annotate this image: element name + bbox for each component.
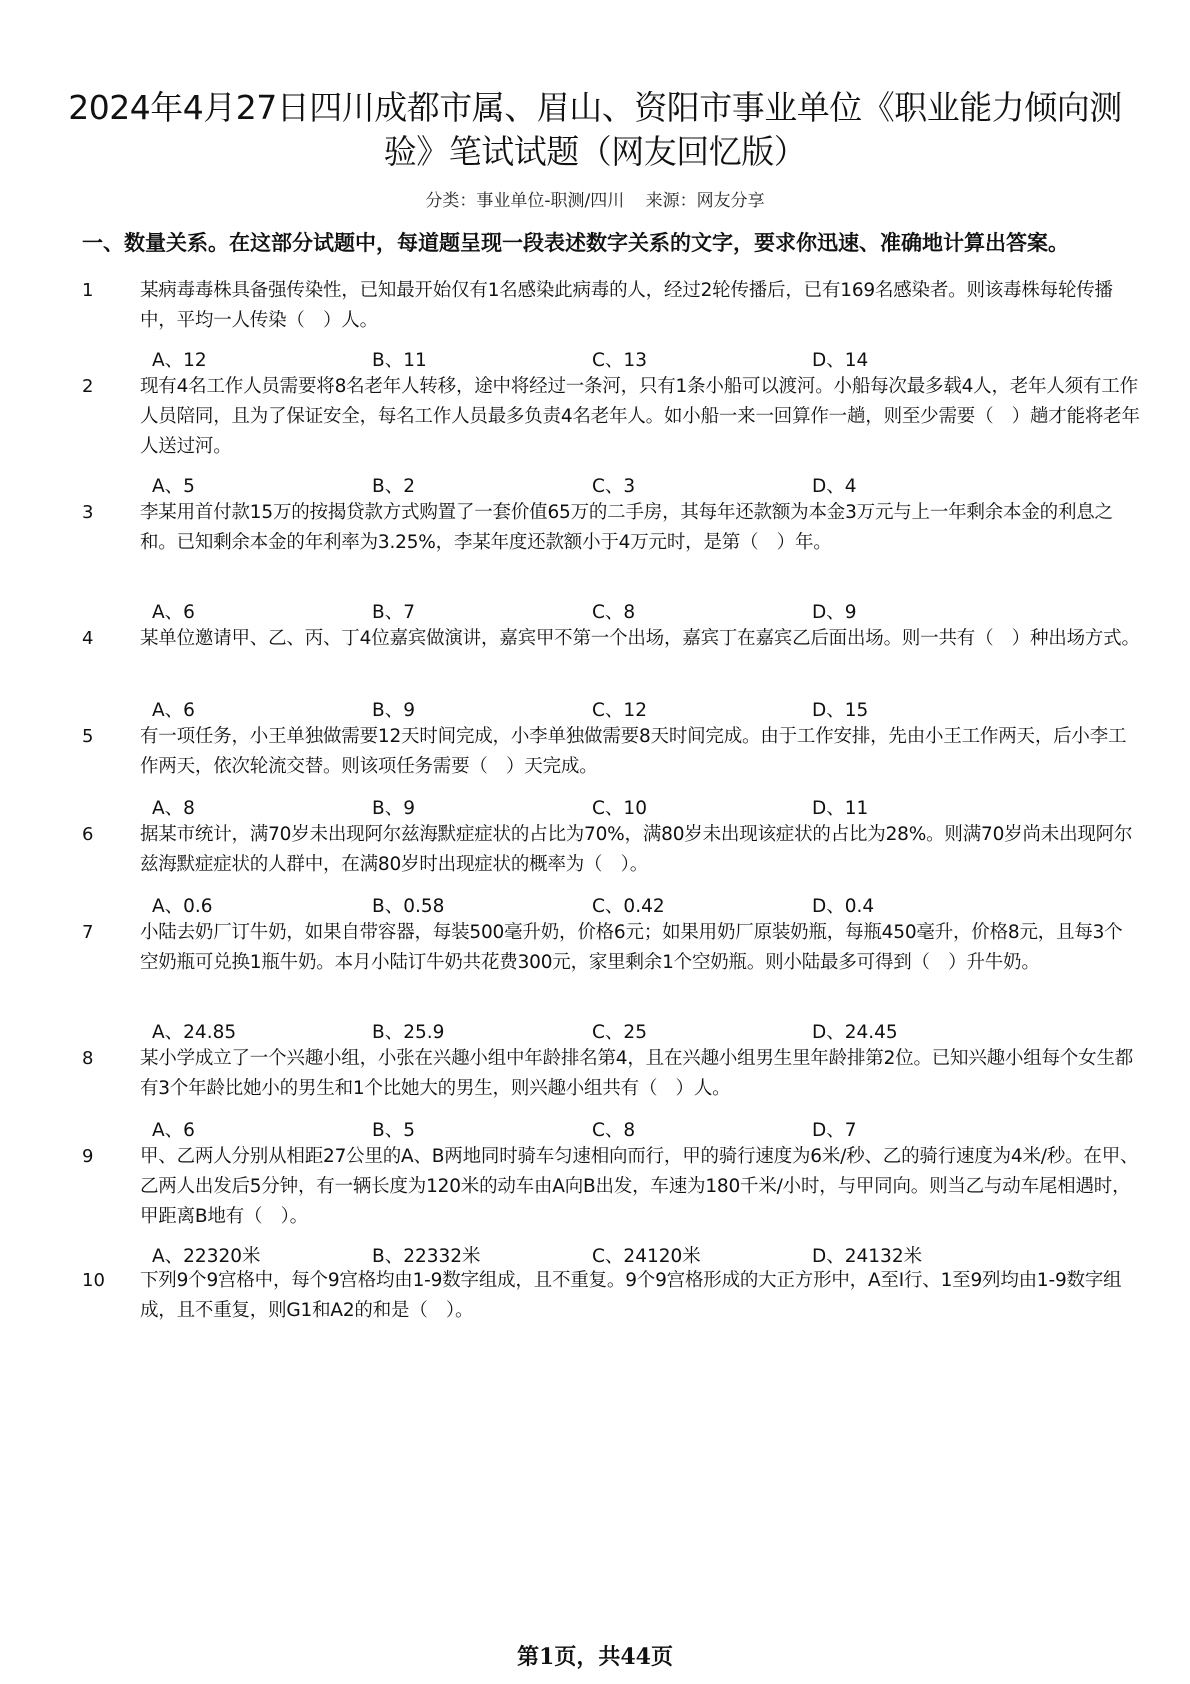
option-d: D、15 — [812, 700, 869, 721]
option-a: A、6 — [152, 700, 195, 721]
document-meta — [0, 186, 1190, 211]
category-label: 分类：事业单位-职测/四川 — [425, 191, 625, 211]
question-stem: 某病毒毒株具备强传染性，已知最开始仅有1名感染此病毒的人，经过2轮传播后，已有169名感染者。则该毒株每轮传播中，平均一人传染（ ）人。 — [140, 280, 1113, 331]
option-b: B、0.58 — [372, 896, 445, 917]
option-d: D、0.4 — [812, 896, 875, 917]
question-stem: 现有4名工作人员需要将8名老年人转移，途中将经过一条河，只有1条小船可以渡河。小船每次最多载4人，老年人须有工作人员陪同，且为了保证安全，每名工作人员最多负责4名老年人。如小船一来一回算作一趟，则至少需要（ ）趟才能将老年人送过河。 — [140, 376, 1140, 457]
question-number: 9 — [82, 1146, 94, 1167]
option-a: A、0.6 — [152, 896, 213, 917]
question-number: 8 — [82, 1048, 94, 1069]
question-number: 7 — [82, 922, 94, 943]
option-c: C、13 — [592, 350, 647, 371]
option-c: C、8 — [592, 602, 636, 623]
question-stem: 某小学成立了一个兴趣小组，小张在兴趣小组中年龄排名第4，且在兴趣小组男生里年龄排第2位。已知兴趣小组每个女生都有3个年龄比她小的男生和1个比她大的男生，则兴趣小组共有（ ）人。 — [140, 1048, 1134, 1099]
question-number: 3 — [82, 502, 94, 523]
option-b: B、9 — [372, 798, 415, 819]
question-stem: 下列9个9宫格中，每个9宫格均由1-9数字组成，且不重复。9个9宫格形成的大正方形中，A至I行、1至9列均由1-9数字组成，且不重复，则G1和A2的和是（ ）。 — [140, 1270, 1122, 1321]
option-b: B、5 — [372, 1120, 415, 1141]
option-d: D、4 — [812, 476, 857, 497]
option-a: A、8 — [152, 798, 195, 819]
question-stem: 某单位邀请甲、乙、丙、丁4位嘉宾做演讲，嘉宾甲不第一个出场，嘉宾丁在嘉宾乙后面出场。则一共有（ ）种出场方式。 — [140, 628, 1140, 649]
question-number: 4 — [82, 628, 94, 649]
question-stem: 小陆去奶厂订牛奶，如果自带容器，每装500毫升奶，价格6元；如果用奶厂原装奶瓶，每瓶450毫升，价格8元，且每3个空奶瓶可兑换1瓶牛奶。本月小陆订牛奶共花费300元，家里剩余1个空奶瓶。则小陆最多可得到（ ）升牛奶。 — [140, 922, 1123, 973]
source-label: 来源：网友分享 — [645, 191, 765, 211]
question-number: 5 — [82, 726, 94, 747]
option-c: C、10 — [592, 798, 647, 819]
question-number: 6 — [82, 824, 94, 845]
option-a: A、24.85 — [152, 1022, 237, 1043]
option-b: B、25.9 — [372, 1022, 445, 1043]
page-number: 第1页，共44页 — [517, 1644, 673, 1670]
option-a: A、22320米 — [152, 1246, 261, 1267]
option-d: D、24132米 — [812, 1246, 923, 1267]
option-d: D、11 — [812, 798, 869, 819]
question-stem: 李某用首付款15万的按揭贷款方式购置了一套价值65万的二手房，其每年还款额为本金3万元与上一年剩余本金的利息之和。已知剩余本金的年利率为3.25%，李某年度还款额小于4万元时，是第（ ）年。 — [140, 502, 1113, 553]
option-b: B、2 — [372, 476, 415, 497]
option-d: D、9 — [812, 602, 857, 623]
question-stem: 据某市统计，满70岁未出现阿尔兹海默症症状的占比为70%，满80岁未出现该症状的占比为28%。则满70岁尚未出现阿尔兹海默症症状的人群中，在满80岁时出现症状的概率为（ ）。 — [140, 824, 1133, 875]
option-b: B、9 — [372, 700, 415, 721]
option-c: C、24120米 — [592, 1246, 701, 1267]
page-title: 2024年4月27日四川成都市属、眉山、资阳市事业单位《职业能力倾向测验》笔试试题（网友回忆版） — [68, 88, 1122, 171]
question-stem: 甲、乙两人分别从相距27公里的A、B两地同时骑车匀速相向而行，甲的骑行速度为6米/秒、乙的骑行速度为4米/秒。在甲、乙两人出发后5分钟，有一辆长度为120米的动车由A向B出发，车速为180千米/小时，与甲同向。则当乙与动车尾相遇时，甲距离B地有（ ）。 — [140, 1146, 1139, 1227]
option-b: B、7 — [372, 602, 415, 623]
option-b: B、11 — [372, 350, 427, 371]
option-c: C、0.42 — [592, 896, 665, 917]
option-b: B、22332米 — [372, 1246, 481, 1267]
option-c: C、25 — [592, 1022, 647, 1043]
option-c: C、12 — [592, 700, 647, 721]
option-a: A、12 — [152, 350, 207, 371]
question-stem: 有一项任务，小王单独做需要12天时间完成，小李单独做需要8天时间完成。由于工作安排，先由小王工作两天，后小李工作两天，依次轮流交替。则该项任务需要（ ）天完成。 — [140, 726, 1127, 777]
option-d: D、24.45 — [812, 1022, 898, 1043]
option-a: A、6 — [152, 602, 195, 623]
question-number: 2 — [82, 376, 94, 397]
option-a: A、5 — [152, 476, 195, 497]
option-a: A、6 — [152, 1120, 195, 1141]
question-number: 10 — [82, 1270, 105, 1291]
question-number: 1 — [82, 280, 94, 301]
option-d: D、7 — [812, 1120, 857, 1141]
section-heading: 一、数量关系。在这部分试题中，每道题呈现一段表述数字关系的文字，要求你迅速、准确地计算出答案。 — [82, 231, 1069, 255]
option-c: C、3 — [592, 476, 636, 497]
option-d: D、14 — [812, 350, 869, 371]
option-c: C、8 — [592, 1120, 636, 1141]
